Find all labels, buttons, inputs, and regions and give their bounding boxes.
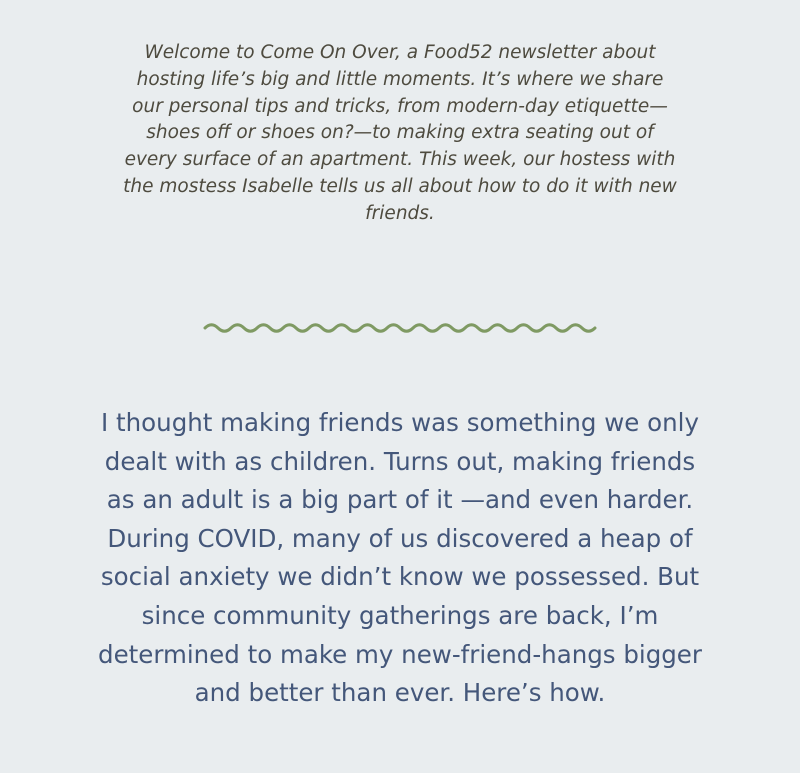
opening-paragraph: I thought making friends was something we only dealt with as children. Turns out, making friends as an adult is a big part of it —and even harder. During COVID, many of us discovered a heap of social anxiety we didn’t know we possessed. But since community gatherings are back, I’m determined to make my new-friend-hangs bigger and better than ever. Here’s how. [98, 408, 702, 708]
newsletter-intro [120, 40, 680, 228]
intro-text: Welcome to Come On Over, a Food52 newsletter about hosting life’s big and little moments. It’s where we share our personal tips and tricks, from modern-day etiquette—shoes off or shoes on?—to making extra seating out of every surface of an apartment. This week, our hostess with the mostess Isabelle tells us all about how to do it with new friends. [123, 42, 677, 224]
article-body [90, 404, 710, 713]
wavy-line-icon [203, 318, 597, 338]
